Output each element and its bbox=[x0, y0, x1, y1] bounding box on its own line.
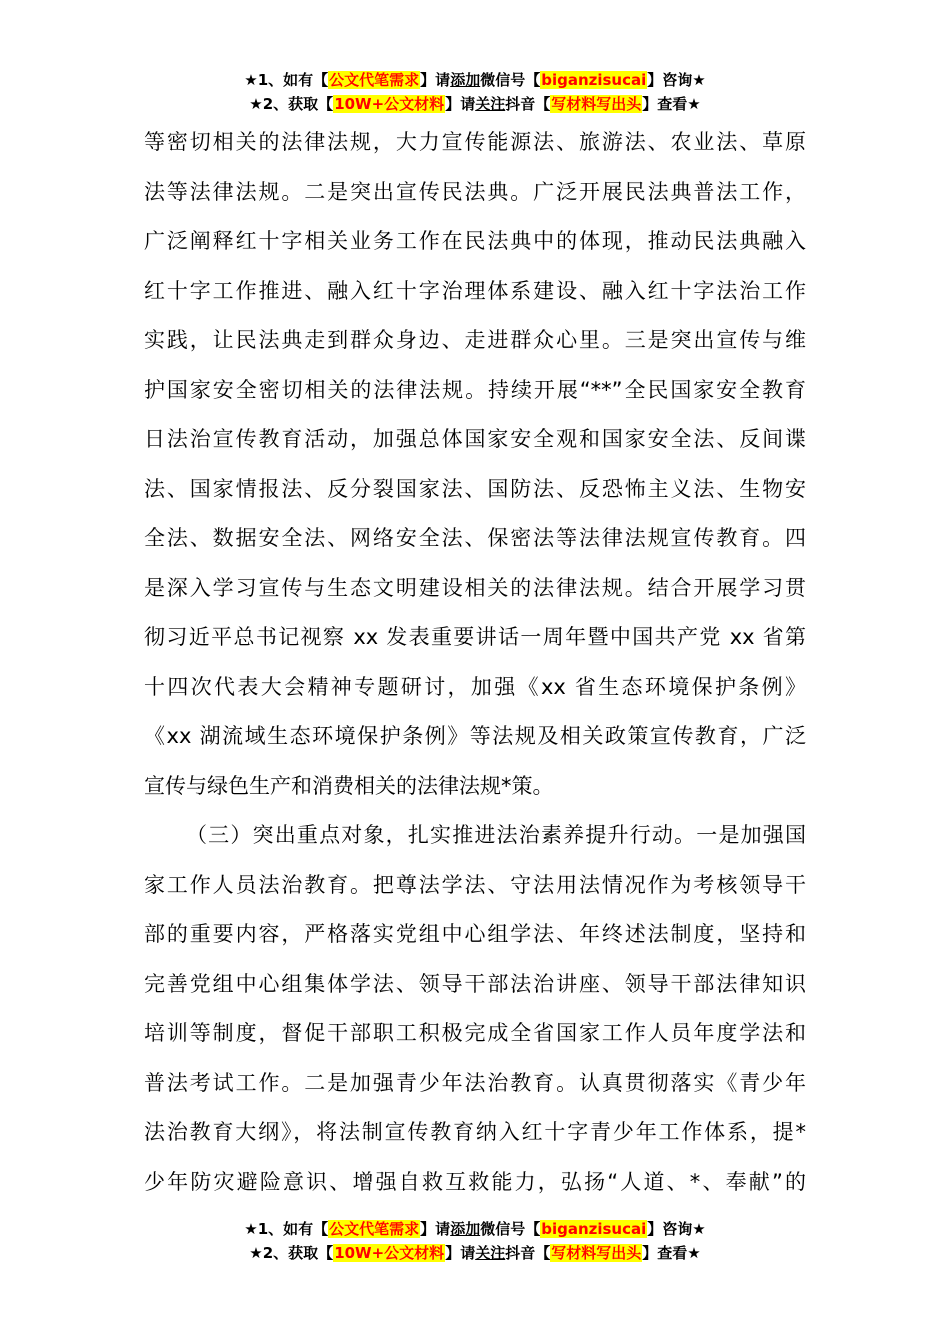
text-line: 部的重要内容，严格落实党组中心组学法、年终述法制度，坚持和 bbox=[144, 922, 806, 946]
banner-text: 抖音【 bbox=[505, 95, 551, 113]
footer-banner bbox=[0, 1217, 950, 1265]
banner-text: ★2、获取【 bbox=[249, 1244, 334, 1262]
banner-highlight: 公文代笔需求 bbox=[329, 71, 420, 89]
text-line: 十四次代表大会精神专题研讨，加强《xx 省生态环境保护条例》 bbox=[144, 674, 806, 699]
text-line: 红十字工作推进、融入红十字治理体系建设、融入红十字法治工作 bbox=[144, 278, 806, 303]
text-line: 实践，让民法典走到群众身边、走进群众心里。三是突出宣传与维 bbox=[144, 328, 806, 352]
banner-highlight: 10W+公文材料 bbox=[334, 1244, 445, 1262]
text-line: 是深入学习宣传与生态文明建设相关的法律法规。结合开展学习贯 bbox=[144, 575, 806, 600]
text-line: 广泛阐释红十字相关业务工作在民法典中的体现，推动民法典融入 bbox=[144, 229, 806, 253]
text-line: 全法、数据安全法、网络安全法、保密法等法律法规宣传教育。四 bbox=[144, 526, 806, 550]
banner-underline: 关注 bbox=[475, 95, 506, 113]
text-line: 日法治宣传教育活动，加强总体国家安全观和国家安全法、反间谍 bbox=[144, 427, 806, 451]
banner-underline: 关注 bbox=[475, 1244, 506, 1262]
text-line: 法治教育大纲》，将法制宣传教育纳入红十字青少年工作体系，提* bbox=[144, 1120, 806, 1144]
banner-text: 】请 bbox=[445, 95, 476, 113]
paragraph-2 bbox=[144, 811, 806, 1207]
wechat-id-highlight: biganzisucai bbox=[541, 1220, 647, 1238]
text-line: 护国家安全密切相关的法律法规。持续开展“**”全民国家安全教育 bbox=[144, 377, 806, 402]
text-line: 家工作人员法治教育。把尊法学法、守法用法情况作为考核领导干 bbox=[144, 872, 806, 897]
text-line: 培训等制度，督促干部职工积极完成全省国家工作人员年度学法和 bbox=[144, 1021, 806, 1045]
banner-text: 】咨询★ bbox=[647, 71, 706, 89]
banner-highlight: 公文代笔需求 bbox=[329, 1220, 420, 1238]
text-line: 普法考试工作。二是加强青少年法治教育。认真贯彻落实《青少年 bbox=[144, 1070, 806, 1095]
paragraph-1 bbox=[144, 118, 806, 811]
banner-text: ★1、如有【 bbox=[244, 1220, 329, 1238]
banner-line-consult bbox=[0, 1217, 950, 1241]
text-line: （三）突出重点对象，扎实推进法治素养提升行动。一是加强国 bbox=[186, 823, 806, 847]
banner-highlight: 10W+公文材料 bbox=[334, 95, 445, 113]
banner-line-consult bbox=[0, 68, 950, 92]
banner-text: 微信号【 bbox=[480, 1220, 541, 1238]
banner-underline: 添加 bbox=[450, 1220, 481, 1238]
banner-text: 】请 bbox=[420, 1220, 451, 1238]
text-line: 少年防灾避险意识、增强自救互救能力，弘扬“人道、*、奉献”的 bbox=[144, 1169, 806, 1194]
banner-underline: 添加 bbox=[450, 71, 481, 89]
douyin-id-highlight: 写材料写出头 bbox=[551, 1244, 642, 1262]
banner-text: 微信号【 bbox=[480, 71, 541, 89]
banner-text: 】查看★ bbox=[642, 95, 701, 113]
banner-text: 】查看★ bbox=[642, 1244, 701, 1262]
text-line: 等密切相关的法律法规，大力宣传能源法、旅游法、农业法、草原 bbox=[144, 130, 806, 154]
douyin-id-highlight: 写材料写出头 bbox=[551, 95, 642, 113]
banner-text: ★1、如有【 bbox=[244, 71, 329, 89]
text-line: 法等法律法规。二是突出宣传民法典。广泛开展民法典普法工作， bbox=[144, 179, 806, 204]
banner-line-materials bbox=[0, 92, 950, 116]
banner-text: 】请 bbox=[445, 1244, 476, 1262]
header-banner bbox=[0, 68, 950, 116]
banner-line-materials bbox=[0, 1241, 950, 1265]
banner-text: ★2、获取【 bbox=[249, 95, 334, 113]
banner-text: 】请 bbox=[420, 71, 451, 89]
text-line: 宣传与绿色生产和消费相关的法律法规*策。 bbox=[144, 773, 554, 798]
banner-text: 抖音【 bbox=[505, 1244, 551, 1262]
text-line: 法、国家情报法、反分裂国家法、国防法、反恐怖主义法、生物安 bbox=[144, 476, 806, 501]
text-line: 完善党组中心组集体学法、领导干部法治讲座、领导干部法律知识 bbox=[144, 971, 806, 996]
document-body bbox=[144, 118, 806, 1207]
banner-text: 】咨询★ bbox=[647, 1220, 706, 1238]
wechat-id-highlight: biganzisucai bbox=[541, 71, 647, 89]
text-line: 彻习近平总书记视察 xx 发表重要讲话一周年暨中国共产党 xx 省第 bbox=[144, 625, 806, 649]
text-line: 《xx 湖流域生态环境保护条例》等法规及相关政策宣传教育，广泛 bbox=[144, 724, 806, 748]
